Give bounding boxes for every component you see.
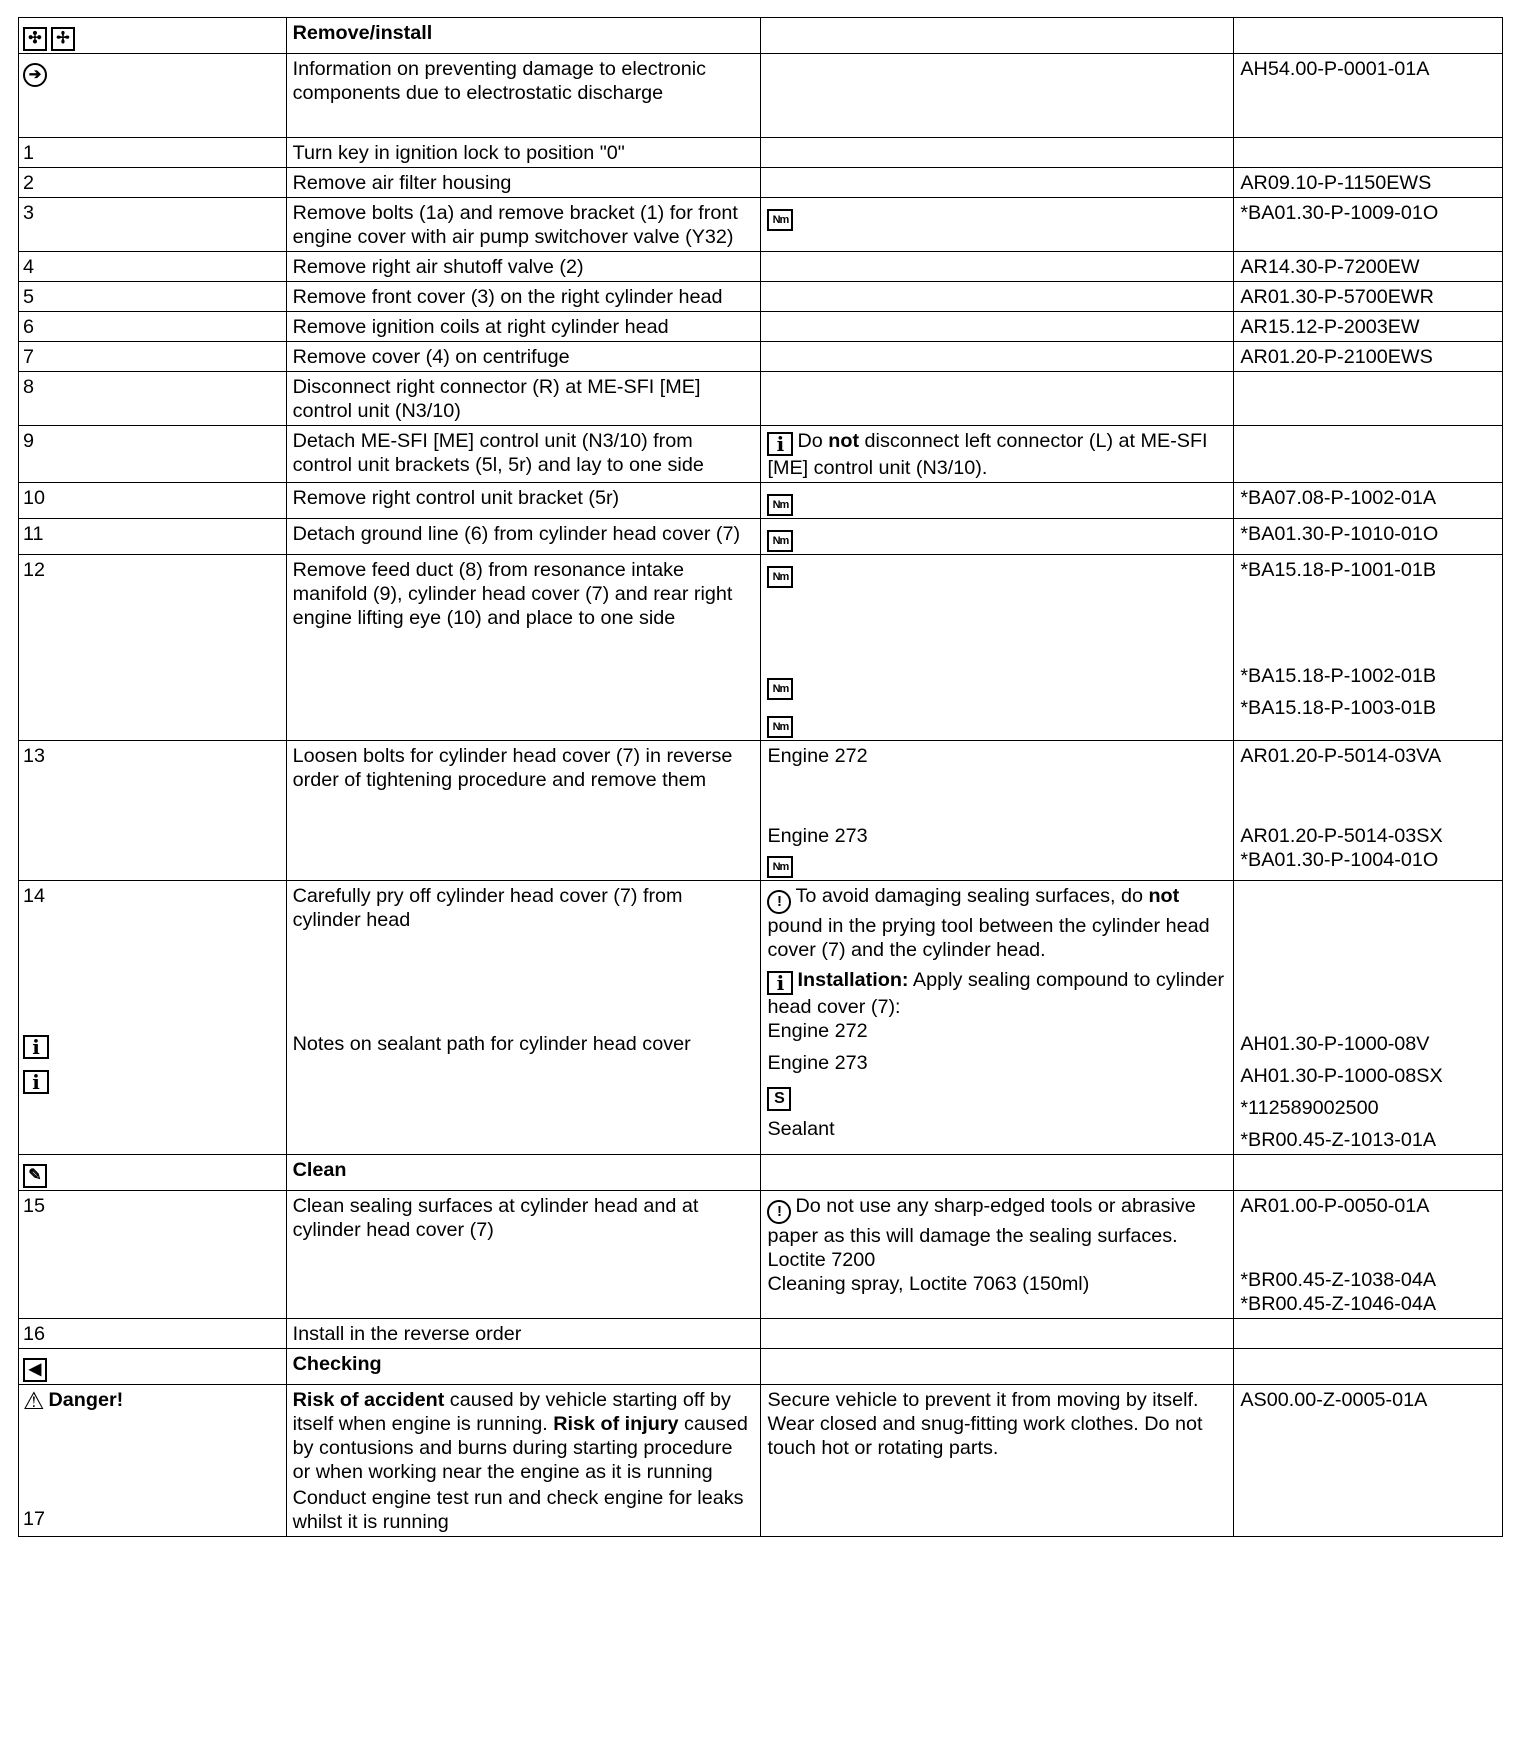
step-ref: *BA01.30-P-1004-01O [1240,849,1439,871]
table-row [19,198,1503,252]
warning-note: ! Do not use any sharp-edged tools or abrasive paper as this will damage the sealing surfaces. [767,1195,1196,1247]
step-ref: AR01.20-P-5014-03SX [1240,825,1443,847]
table-row [19,1319,1503,1349]
section-row-clean [19,1155,1503,1191]
step-ref: *BR00.45-Z-1046-04A [1240,1293,1437,1315]
step-text: Carefully pry off cylinder head cover (7) from cylinder head [292,885,683,931]
section-title-clean: Clean [286,1155,761,1191]
table-row [19,252,1503,282]
info-icon: i [23,1035,49,1059]
step-text: Information on preventing damage to electronic components due to electrostatic discharge [286,54,761,138]
section-row-checking [19,1349,1503,1385]
clean-brush-icon: ✎ [23,1164,47,1188]
torque-icon: Nm [767,494,793,516]
step-text: Remove right control unit bracket (5r) [286,483,761,519]
step-number: 14 [23,885,46,907]
step-ref: *BA15.18-P-1001-01B [1240,559,1437,581]
step-ref: *BA07.08-P-1002-01A [1234,483,1503,519]
info-icon: i [23,1070,49,1094]
step-number: 3 [19,198,287,252]
step-number: 16 [19,1319,287,1349]
step-text: Remove cover (4) on centrifuge [286,342,761,372]
procedure-table [18,17,1503,1537]
info-icon: i [767,432,793,456]
table-row [19,168,1503,198]
table-row [19,372,1503,426]
warning-triangle-icon: ⚠ [23,1388,45,1415]
collapse-arrows-icon: ✢ [51,27,75,51]
step-number: 15 [19,1191,287,1319]
step-text: Detach ground line (6) from cylinder head cover (7) [286,519,761,555]
step-ref: *112589002500 [1240,1097,1379,1119]
step-ref: *BA15.18-P-1003-01B [1240,697,1437,719]
step-ref: AH01.30-P-1000-08SX [1240,1065,1443,1087]
step-ref: *BA01.30-P-1010-01O [1234,519,1503,555]
table-row [19,555,1503,741]
step-text: Loosen bolts for cylinder head cover (7) in reverse order of tightening procedure and remove them [286,741,761,881]
checking-arrow-icon: ◀ [23,1358,47,1382]
step-ref: *BA15.18-P-1002-01B [1240,665,1437,687]
table-row [19,342,1503,372]
step-number: 4 [19,252,287,282]
section-title-checking: Checking [286,1349,761,1385]
caution-icon: ! [767,890,791,914]
table-row [19,138,1503,168]
step-ref: AR01.20-P-2100EWS [1234,342,1503,372]
step-number: 2 [19,168,287,198]
step-number: 10 [19,483,287,519]
step-text: Remove air filter housing [286,168,761,198]
step-ref: *BR00.45-Z-1013-01A [1240,1129,1437,1151]
step-ref: AR15.12-P-2003EW [1234,312,1503,342]
table-row: 13 Loosen bolts for cylinder head cover (7) in reverse order of tightening procedure and remove them Engine 272 Engine 273 Nm AR01.20-P-5014-03VA AR01.20-P-5014-03SX *BA01.30-P-1004-01O [19,741,1503,881]
step-ref: AS00.00-Z-0005-01A [1234,1385,1503,1537]
step-ref: AH01.30-P-1000-08V [1240,1033,1430,1055]
step-number: 13 [19,741,287,881]
table-row [19,483,1503,519]
danger-label: ⚠ Danger! [23,1388,124,1415]
step-number: 1 [19,138,287,168]
step-text: Remove bolts (1a) and remove bracket (1) for front engine cover with air pump switchover valve (Y32) [286,198,761,252]
step-ref: *BA01.30-P-1009-01O [1234,198,1503,252]
info-arrow-icon: ➔ [23,63,47,87]
table-row [19,282,1503,312]
header-row [19,18,1503,54]
step-number: 5 [19,282,287,312]
step-ref: *BR00.45-Z-1038-04A [1240,1269,1437,1291]
step-number: 11 [19,519,287,555]
table-row: 14 i i Carefully pry off cylinder head cover (7) from cylinder head Notes on sealant path for cylinder head cover ! To avoid damaging sealing surfaces, do not pound in the prying tool between the cylinder head cover (7) and the cylinder head. i Installation: Apply sealing compound to cylinder head cover (7): Engine 272 Engine 273 S Sealant AH01.30-P-1000-08V AH01.30-P-1000-08SX *112589002500 *BR00.45-Z-1013-01A [19,881,1503,1155]
step-ref: AR09.10-P-1150EWS [1234,168,1503,198]
danger-text: Risk of accident caused by vehicle starting off by itself when engine is running. Risk of injury caused by contusions and burns during starting procedure or when working near the engine as it is running [292,1389,748,1483]
step-number: 9 [19,426,287,483]
step-text: Remove ignition coils at right cylinder head [286,312,761,342]
torque-icon: Nm [767,716,793,738]
step-text: Conduct engine test run and check engine for leaks whilst it is running [292,1487,744,1533]
warning-note: ! To avoid damaging sealing surfaces, do not pound in the prying tool between the cylinder head cover (7) and the cylinder head. [767,885,1210,961]
step-text: Detach ME-SFI [ME] control unit (N3/10) from control unit brackets (5l, 5r) and lay to one side [286,426,761,483]
step-ref: AR01.30-P-5700EWR [1234,282,1503,312]
table-row [19,54,1503,138]
caution-icon: ! [767,1200,791,1224]
step-text: Remove feed duct (8) from resonance intake manifold (9), cylinder head cover (7) and rear right engine lifting eye (10) and place to one side [286,555,761,741]
step-text: Notes on sealant path for cylinder head cover [292,1033,691,1055]
step-text: Turn key in ignition lock to position "0" [286,138,761,168]
torque-icon: Nm [767,566,793,588]
torque-icon: Nm [767,530,793,552]
step-note: i Do not disconnect left connector (L) at ME-SFI [ME] control unit (N3/10). [761,426,1234,483]
step-number: 6 [19,312,287,342]
torque-icon: Nm [767,678,793,700]
step-ref: AR01.20-P-5014-03VA [1240,745,1442,767]
step-number: 8 [19,372,287,426]
step-ref: AR14.30-P-7200EW [1234,252,1503,282]
step-text: Disconnect right connector (R) at ME-SFI [ME] control unit (N3/10) [286,372,761,426]
step-number: 7 [19,342,287,372]
table-row: ⚠ Danger! 17 Risk of accident caused by vehicle starting off by itself when engine is running. Risk of injury caused by contusions and burns during starting procedure or when working near the engine as it is running Conduct engine test run and check engine for leaks whilst it is running Secure vehicle to prevent it from moving by itself. Wear closed and snug-fitting work clothes. Do not touch hot or rotating parts. AS00.00-Z-0005-01A [19,1385,1503,1537]
step-number: 12 [19,555,287,741]
step-text: Remove front cover (3) on the right cylinder head [286,282,761,312]
step-ref: AR01.00-P-0050-01A [1240,1195,1430,1217]
header-icons [19,18,287,54]
installation-note: i Installation: Apply sealing compound to cylinder head cover (7): [767,969,1225,1018]
torque-icon: Nm [767,209,793,231]
step-text: Clean sealing surfaces at cylinder head and at cylinder head cover (7) [286,1191,761,1319]
info-icon: i [767,971,793,995]
step-number: 17 [23,1508,46,1530]
special-tool-icon: S [767,1087,791,1111]
torque-icon: Nm [767,856,793,878]
table-row [19,426,1503,483]
table-row: 15 Clean sealing surfaces at cylinder head and at cylinder head cover (7) ! Do not use any sharp-edged tools or abrasive paper as this will damage the sealing surfaces. Loctite 7200 Cleaning spray, Loctite 7063 (150ml) AR01.00-P-0050-01A *BR00.45-Z-1038-04A *BR00.45-Z-1046-04A [19,1191,1503,1319]
step-text: Install in the reverse order [286,1319,761,1349]
expand-arrows-icon: ✣ [23,27,47,51]
step-text: Remove right air shutoff valve (2) [286,252,761,282]
section-title-remove-install: Remove/install [286,18,761,54]
table-row [19,519,1503,555]
table-row [19,312,1503,342]
step-ref: AH54.00-P-0001-01A [1234,54,1503,138]
